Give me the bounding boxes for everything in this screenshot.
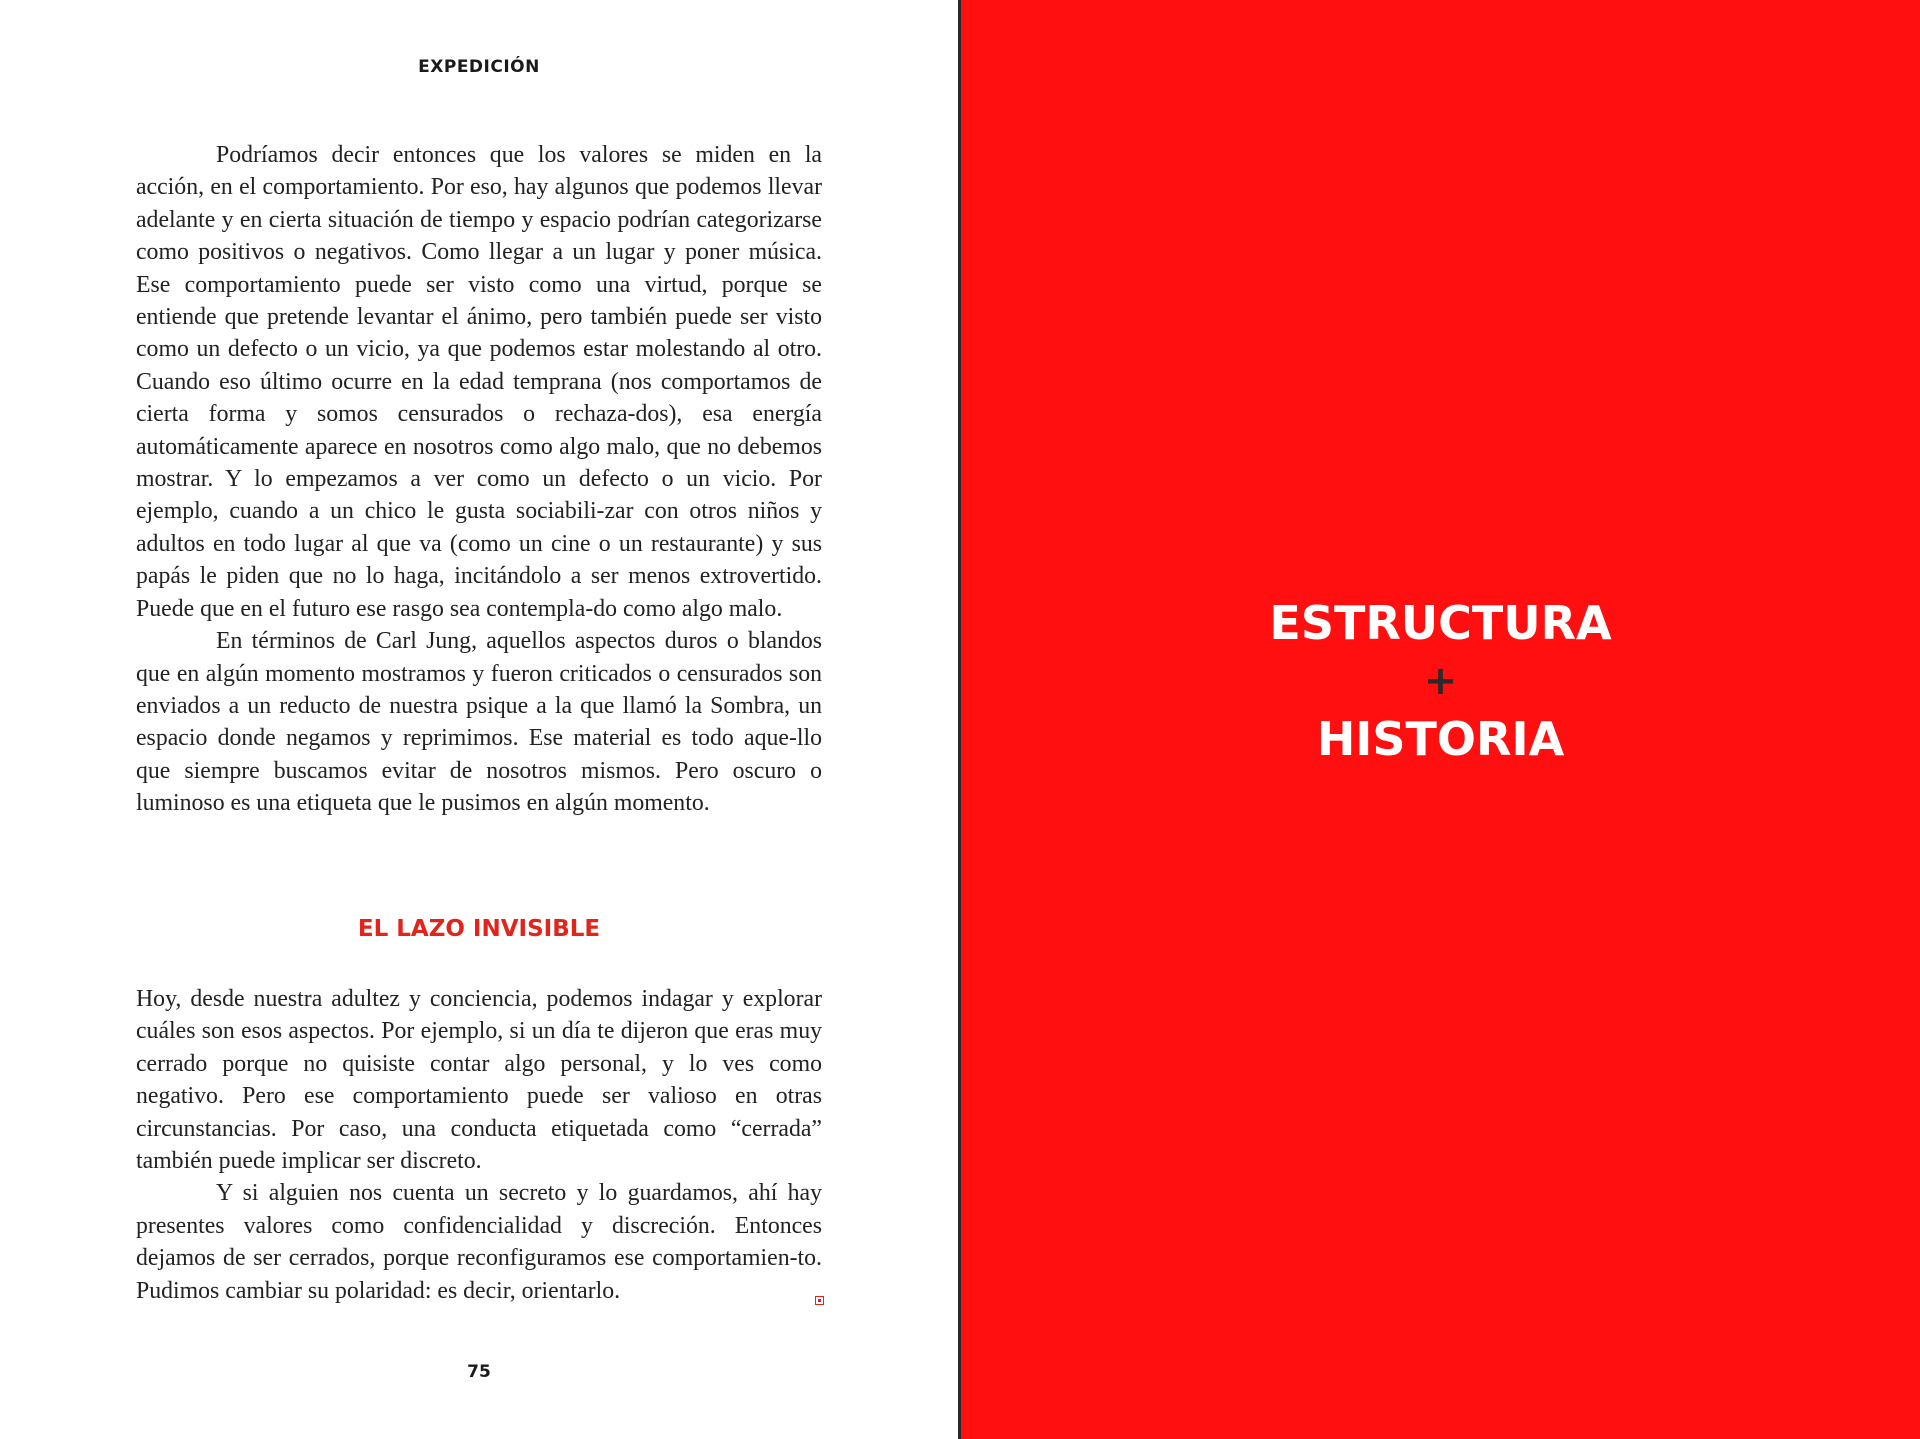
section-heading: EL LAZO INVISIBLE <box>357 916 601 942</box>
page-number: 75 <box>467 1362 491 1382</box>
end-of-section-icon <box>815 1296 824 1305</box>
paragraph: Y si alguien nos cuenta un secreto y lo guardamos, ahí hay presentes valores como confidencialidad y discreción. Entonces dejamos de ser cerrados, porque reconfiguramos ese comportamien-to. Pudimos cambiar su polaridad: es decir, orientarlo. <box>136 1180 822 1304</box>
paragraph: Hoy, desde nuestra adultez y conciencia, podemos indagar y explorar cuáles son esos aspectos. Por ejemplo, si un día te dijeron que eras muy cerrado porque no quisiste contar algo personal, y lo ves como negativo. Pero ese comportamiento puede ser valioso en otras circunstancias. Por caso, una conducta etiquetada como “cerrada” también puede implicar ser discreto. <box>136 986 822 1175</box>
running-head: EXPEDICIÓN <box>418 57 540 77</box>
title-line-estructura: ESTRUCTURA <box>1269 596 1612 650</box>
right-page <box>961 0 1920 1439</box>
body-text-after <box>136 983 822 1307</box>
body-text-before <box>136 139 822 820</box>
chapter-title <box>961 595 1920 767</box>
left-page <box>0 0 958 1439</box>
title-line-historia: HISTORIA <box>1316 712 1565 766</box>
paragraph: Podríamos decir entonces que los valores se miden en la acción, en el comportamiento. Por eso, hay algunos que podemos llevar adelante y en cierta situación de tiempo y espacio podrían categorizarse como positivos o negativos. Como llegar a un lugar y poner música. Ese comportamiento puede ser visto como una virtud, porque se entiende que pretende levantar el ánimo, pero también puede ser visto como un defecto o un vicio, ya que podemos estar molestando al otro. Cuando eso último ocurre en la edad temprana (nos comportamos de cierta forma y somos censurados o rechaza-dos), esa energía automáticamente aparece en nosotros como algo malo, que no debemos mostrar. Y lo empezamos a ver como un defecto o un vicio. Por ejemplo, cuando a un chico le gusta sociabili-zar con otros niños y adultos en todo lugar al que va (como un cine o un restaurante) y sus papás le piden que no lo haga, incitándolo a ser menos extrovertido. Puede que en el futuro ese rasgo sea contempla-do como algo malo. <box>136 142 822 622</box>
plus-icon: + <box>1423 658 1458 704</box>
paragraph: En términos de Carl Jung, aquellos aspectos duros o blandos que en algún momento mostramos y fueron criticados o censurados son enviados a un reducto de nuestra psique a la que llamó la Sombra, un espacio donde negamos y reprimimos. Ese material es todo aque-llo que siempre buscamos evitar de nosotros mismos. Pero oscuro o luminoso es una etiqueta que le pusimos en algún momento. <box>136 628 822 817</box>
